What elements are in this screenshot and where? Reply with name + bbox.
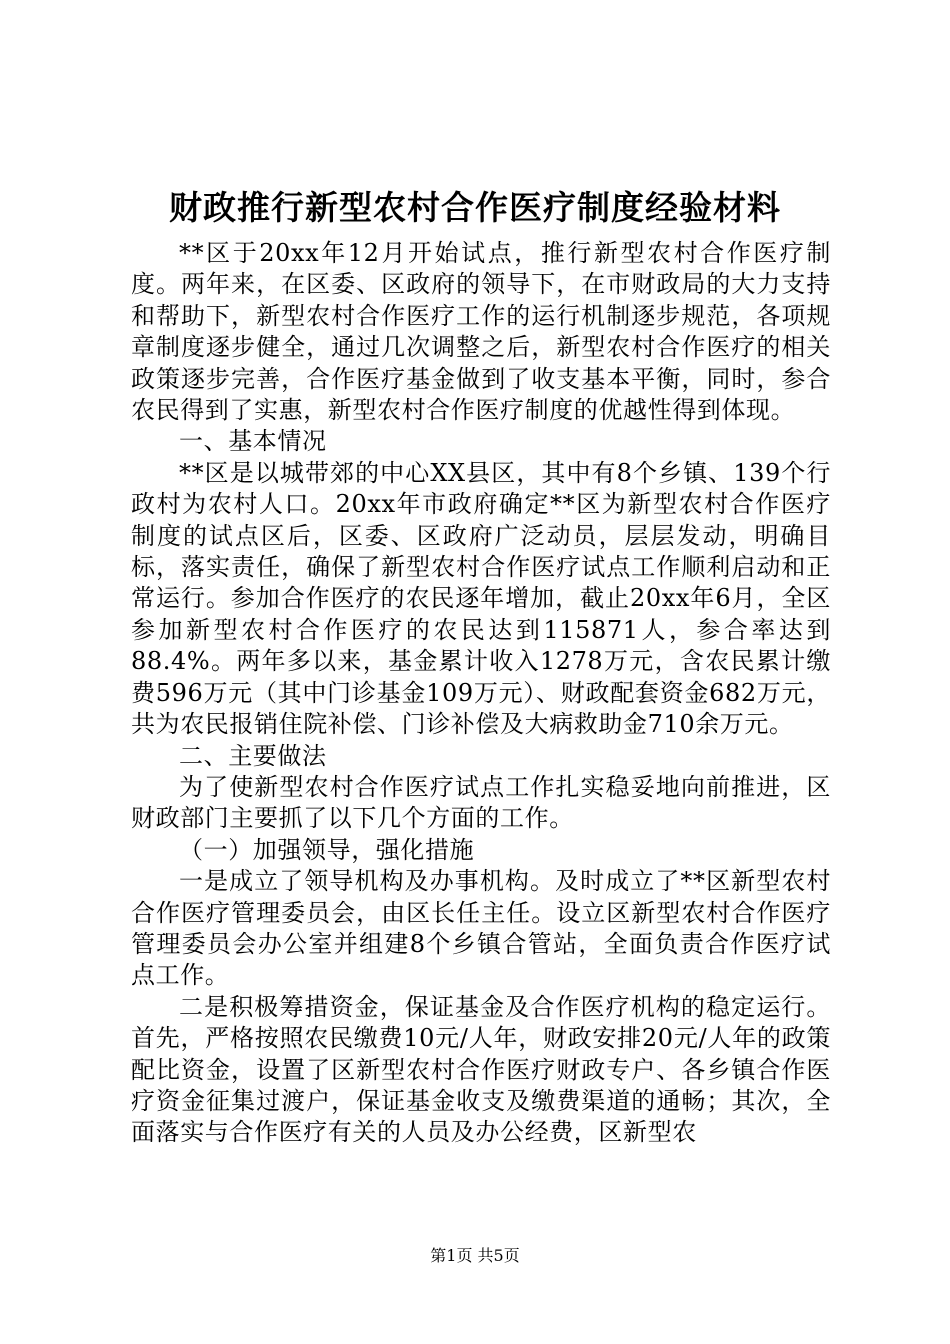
- paragraph-funding: 二是积极筹措资金，保证基金及合作医疗机构的稳定运行。首先，严格按照农民缴费10元/人年，财政安排20元/人年的政策配比资金，设置了区新型农村合作医疗财政专户、各乡镇合作医疗资金征集过渡户，保证基金收支及缴费渠道的通畅；其次，全面落实与合作医疗有关的人员及办公经费，区新型农: [131, 992, 831, 1147]
- subsection-heading-leadership: （一）加强领导，强化措施: [179, 835, 475, 864]
- section-heading-main-practices: 二、主要做法: [179, 741, 327, 770]
- document-body: [131, 238, 831, 1149]
- section-heading-basic-situation: 一、基本情况: [179, 427, 327, 456]
- paragraph-basic-situation: **区是以城带郊的中心XX县区，其中有8个乡镇、139个行政村为农村人口。20xx年市政府确定**区为新型农村合作医疗制度的试点区后，区委、区政府广泛动员，层层发动，明确目标，落实责任，确保了新型农村合作医疗试点工作顺利启动和正常运行。参加合作医疗的农民逐年增加，截止20xx年6月，全区参加新型农村合作医疗的农民达到115871人，参合率达到88.4%。两年多以来，基金累计收入1278万元，含农民累计缴费596万元（其中门诊基金109万元）、财政配套资金682万元，共为农民报销住院补偿、门诊补偿及大病救助金710余万元。: [131, 458, 831, 739]
- page-number-footer: 第1页 共5页: [430, 1246, 520, 1265]
- paragraph-leadership-institutions: 一是成立了领导机构及办事机构。及时成立了**区新型农村合作医疗管理委员会，由区长任主任。设立区新型农村合作医疗管理委员会办公室并组建8个乡镇合管站，全面负责合作医疗试点工作。: [131, 867, 831, 990]
- paragraph-intro: **区于20xx年12月开始试点，推行新型农村合作医疗制度。两年来，在区委、区政府的领导下，在市财政局的大力支持和帮助下，新型农村合作医疗工作的运行机制逐步规范，各项规章制度逐步健全，通过几次调整之后，新型农村合作医疗的相关政策逐步完善，合作医疗基金做到了收支基本平衡，同时，参合农民得到了实惠，新型农村合作医疗制度的优越性得到体现。: [131, 239, 831, 425]
- document-title: 财政推行新型农村合作医疗制度经验材料: [169, 188, 781, 227]
- paragraph-main-practices-intro: 为了使新型农村合作医疗试点工作扎实稳妥地向前推进，区财政部门主要抓了以下几个方面的工作。: [131, 772, 831, 833]
